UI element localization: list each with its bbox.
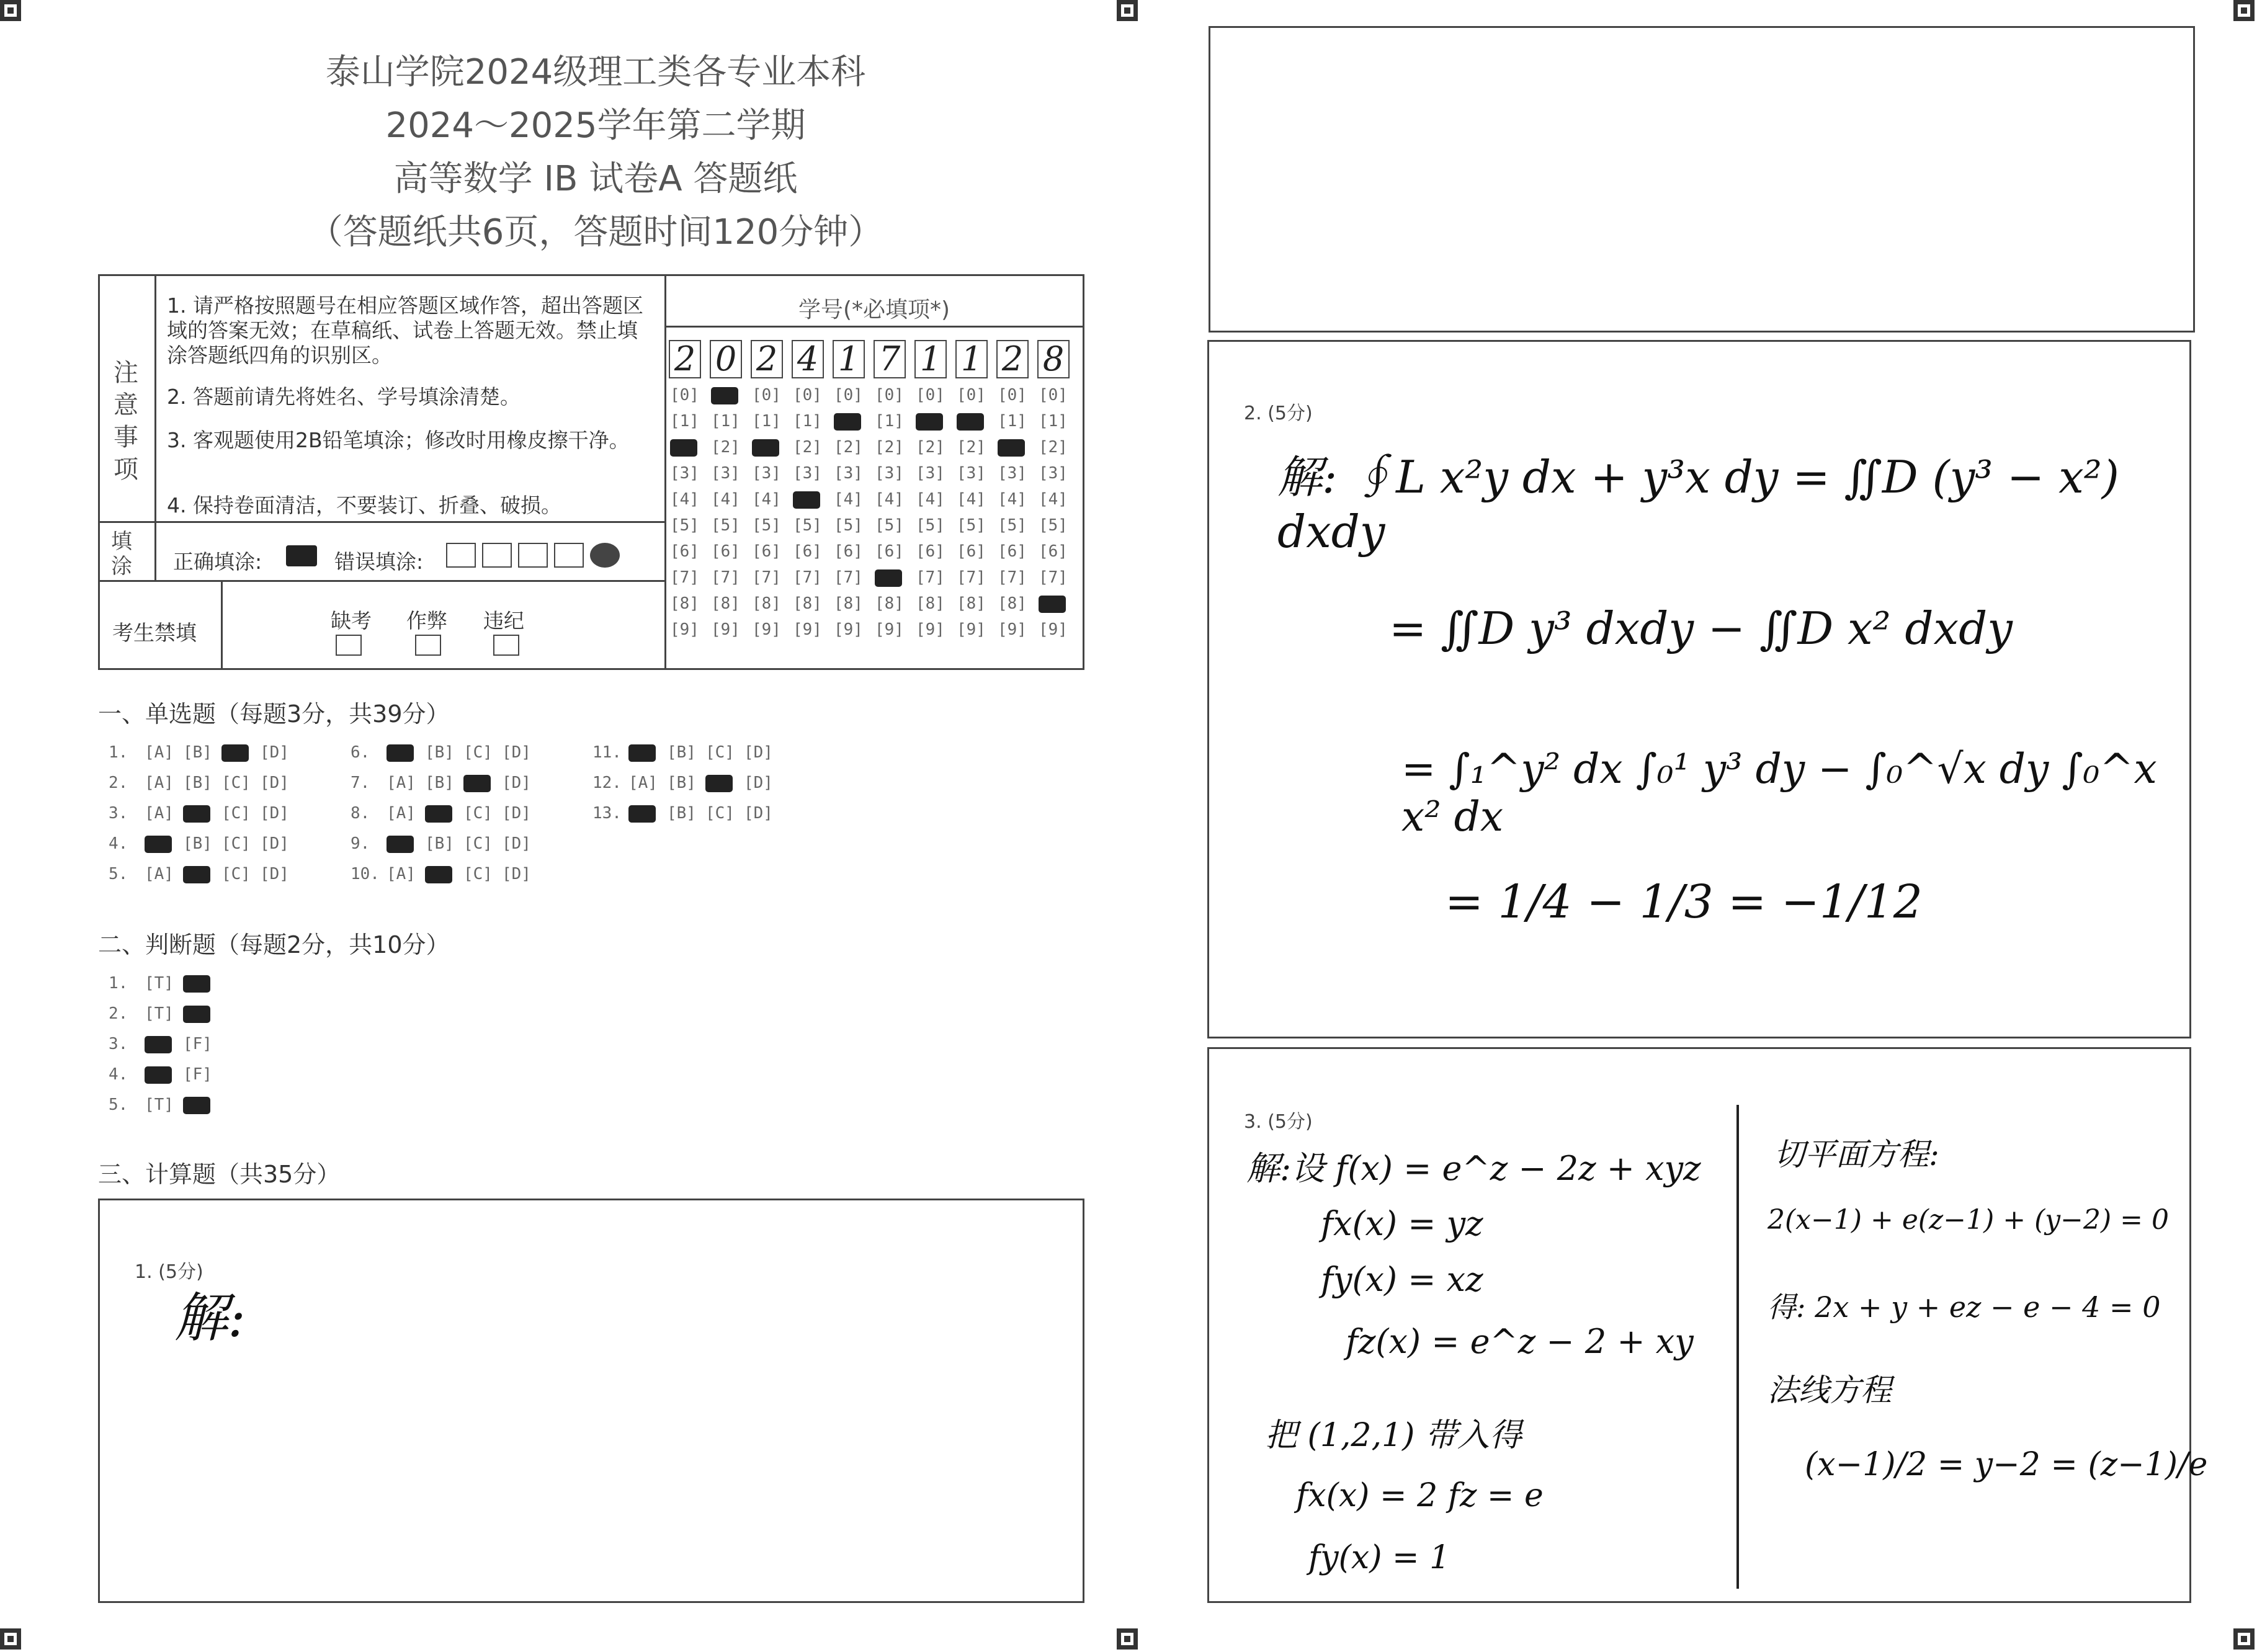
student-id-bubble[interactable]: [4] — [916, 490, 945, 509]
answer-option[interactable] — [628, 743, 667, 762]
absent-label: 缺考 — [331, 609, 372, 633]
student-id-bubble[interactable]: [2] — [875, 438, 904, 457]
answer-option[interactable]: [F] — [183, 1065, 212, 1084]
student-id-bubble[interactable]: [8] — [670, 594, 699, 613]
answer-option[interactable]: [A] — [145, 804, 174, 823]
student-id-bubble[interactable]: [4] — [670, 490, 699, 509]
student-id-bubble[interactable]: [3] — [752, 464, 781, 483]
filled-bubble-mark — [425, 805, 452, 823]
student-id-bubble[interactable]: [4] — [957, 490, 986, 509]
q2-line-4: = 1/4 − 1/3 = −1/12 — [1445, 875, 1923, 929]
wrong-fill-examples — [446, 543, 620, 570]
q3-left-line: fy(x) = 1 — [1308, 1539, 1450, 1576]
question-number: 5. — [109, 865, 128, 883]
true-false-question[interactable] — [109, 1096, 221, 1114]
filled-bubble-mark — [183, 805, 210, 823]
answer-option[interactable]: [B] — [667, 743, 696, 762]
filled-bubble-mark — [387, 744, 414, 762]
student-id-bubble[interactable] — [834, 412, 861, 431]
answer-option[interactable] — [145, 1065, 183, 1084]
student-id-bubble[interactable]: [0] — [752, 386, 781, 404]
student-id-bubble[interactable]: [7] — [711, 568, 740, 587]
student-id-bubble[interactable]: [8] — [834, 594, 863, 613]
q3-right-line: (x−1)/2 = y−2 = (z−1)/e — [1805, 1446, 2208, 1483]
student-id-bubble[interactable]: [9] — [834, 620, 863, 639]
question-number: 8. — [351, 804, 370, 823]
question-number: 3. — [109, 804, 128, 823]
single-choice-question[interactable] — [351, 865, 540, 883]
answer-option[interactable] — [183, 804, 221, 823]
true-false-question[interactable] — [109, 974, 221, 993]
student-id-bubble[interactable] — [875, 568, 902, 587]
student-id-bubble[interactable]: [7] — [793, 568, 822, 587]
filled-bubble-mark — [670, 439, 697, 457]
corner-marker-top-middle — [1117, 0, 1138, 21]
question-number: 9. — [351, 834, 370, 853]
answer-option[interactable]: [D] — [502, 865, 531, 883]
answer-option[interactable]: [T] — [145, 1004, 174, 1023]
student-id-bubble[interactable] — [916, 412, 943, 431]
student-id-bubble[interactable]: [9] — [752, 620, 781, 639]
answer-option[interactable]: [B] — [667, 774, 696, 792]
filled-bubble-mark — [711, 387, 738, 404]
question-number: 6. — [351, 743, 370, 762]
header-line-3: 高等数学 IB 试卷A 答题纸 — [393, 159, 798, 199]
student-id-bubble[interactable]: [9] — [711, 620, 740, 639]
answer-option[interactable]: [D] — [502, 743, 531, 762]
student-id-bubble[interactable]: [0] — [793, 386, 822, 404]
student-id-bubble[interactable]: [4] — [834, 490, 863, 509]
answer-option[interactable]: [A] — [628, 774, 658, 792]
student-id-bubble[interactable]: [2] — [793, 438, 822, 457]
notice-label: 注意事项 — [114, 359, 138, 484]
answer-option[interactable]: [T] — [145, 1096, 174, 1114]
fill-label: 填涂 — [111, 529, 132, 579]
student-id-bubble[interactable]: [7] — [998, 568, 1027, 587]
answer-option[interactable] — [387, 743, 425, 762]
filled-bubble-mark — [145, 1036, 172, 1053]
question-number: 1. — [109, 974, 128, 993]
answer-option[interactable] — [705, 774, 744, 792]
student-id-digit-cell[interactable]: 1 — [955, 340, 988, 378]
answer-option[interactable]: [C] — [221, 774, 251, 792]
student-id-bubble[interactable]: [0] — [875, 386, 904, 404]
student-id-bubble[interactable]: [0] — [916, 386, 945, 404]
student-id-bubble[interactable]: [6] — [834, 542, 863, 561]
filled-bubble-mark — [957, 413, 984, 431]
cheat-checkbox[interactable] — [415, 635, 441, 656]
answer-option[interactable] — [183, 974, 221, 993]
answer-option[interactable] — [221, 743, 260, 762]
student-id-bubble[interactable]: [9] — [1039, 620, 1068, 639]
header-line-1: 泰山学院2024级理工类各专业本科 — [325, 52, 866, 92]
student-id-bubble[interactable]: [4] — [875, 490, 904, 509]
filled-bubble-mark — [183, 975, 210, 993]
answer-option[interactable]: [C] — [463, 743, 493, 762]
section3-title: 三、计算题（共35分） — [98, 1161, 341, 1188]
student-id-bubble[interactable]: [7] — [834, 568, 863, 587]
student-id-bubble[interactable]: [7] — [752, 568, 781, 587]
answer-option[interactable]: [C] — [463, 804, 493, 823]
answer-option[interactable]: [B] — [425, 774, 454, 792]
answer-option[interactable]: [D] — [502, 834, 531, 853]
q3-left-line: fz(x) = e^z − 2 + xy — [1346, 1322, 1694, 1361]
single-choice-question[interactable] — [351, 743, 540, 762]
student-id-bubble[interactable]: [3] — [711, 464, 740, 483]
student-id-digit-cell[interactable]: 1 — [833, 340, 865, 378]
previous-answer-continuation-box[interactable] — [1209, 26, 2195, 333]
student-id-bubble[interactable] — [711, 386, 738, 404]
student-id-bubble[interactable]: [5] — [711, 516, 740, 535]
answer-option[interactable] — [628, 804, 667, 823]
student-id-bubble[interactable]: [4] — [752, 490, 781, 509]
answer-option[interactable]: [D] — [744, 774, 773, 792]
section1-title: 一、单选题（每题3分，共39分） — [98, 700, 450, 728]
student-id-bubble[interactable]: [6] — [670, 542, 699, 561]
filled-bubble-mark — [221, 744, 249, 762]
answer-option[interactable]: [B] — [183, 774, 212, 792]
filled-bubble-mark — [145, 836, 172, 853]
question-number: 2. — [109, 774, 128, 792]
q3-left-line: fy(x) = xz — [1321, 1260, 1483, 1299]
student-id-bubble[interactable]: [5] — [670, 516, 699, 535]
student-id-bubble[interactable]: [6] — [711, 542, 740, 561]
answer-option[interactable]: [B] — [183, 834, 212, 853]
answer-option[interactable] — [183, 865, 221, 883]
violation-label: 违纪 — [483, 609, 524, 633]
student-id-bubble[interactable] — [752, 438, 779, 457]
answer-option[interactable]: [F] — [183, 1035, 212, 1053]
student-id-digit-cell[interactable]: 2 — [669, 340, 701, 378]
q3-left-line: fx(x) = 2 fz = e — [1296, 1477, 1544, 1514]
answer-option[interactable]: [C] — [221, 865, 251, 883]
student-id-bubble[interactable]: [5] — [834, 516, 863, 535]
student-id-bubble[interactable]: [5] — [1039, 516, 1068, 535]
student-id-bubble[interactable]: [6] — [916, 542, 945, 561]
student-id-bubble[interactable]: [3] — [793, 464, 822, 483]
student-id-bubble[interactable]: [7] — [916, 568, 945, 587]
notice-item-3: 3. 客观题使用2B铅笔填涂；修改时用橡皮擦干净。 — [167, 428, 630, 452]
single-choice-question[interactable] — [592, 743, 782, 762]
notice-item-4: 4. 保持卷面清洁，不要装订、折叠、破损。 — [167, 493, 561, 517]
answer-option[interactable]: [B] — [425, 834, 454, 853]
student-id-bubble[interactable]: [9] — [998, 620, 1027, 639]
answer-option[interactable]: [C] — [463, 865, 493, 883]
student-id-bubble[interactable]: [7] — [957, 568, 986, 587]
q3-right-line: 得: 2x + y + ez − e − 4 = 0 — [1768, 1290, 2161, 1324]
student-id-bubble[interactable]: [5] — [752, 516, 781, 535]
true-false-question[interactable] — [109, 1065, 221, 1084]
exam-staff-label: 考生禁填 — [112, 621, 197, 646]
answer-option[interactable]: [D] — [260, 834, 289, 853]
filled-bubble-mark — [998, 439, 1025, 457]
question-number: 11. — [592, 743, 622, 762]
single-choice-question[interactable] — [592, 804, 782, 823]
wrong-fill-label: 错误填涂: — [334, 550, 424, 574]
filled-bubble-mark — [463, 775, 491, 792]
section2-title: 二、判断题（每题2分，共10分） — [98, 931, 450, 958]
q3-left-line: 解:设 f(x) = e^z − 2z + xyz — [1246, 1149, 1701, 1188]
student-id-bubble[interactable]: [9] — [957, 620, 986, 639]
answer-option[interactable]: [D] — [502, 804, 531, 823]
cheat-label: 作弊 — [406, 609, 447, 633]
student-id-digit-cell[interactable]: 2 — [751, 340, 783, 378]
student-id-digit-cell[interactable]: 7 — [874, 340, 906, 378]
single-choice-question[interactable] — [109, 834, 298, 853]
student-id-bubble[interactable]: [5] — [875, 516, 904, 535]
single-choice-question[interactable] — [109, 865, 298, 883]
student-id-bubble[interactable]: [1] — [711, 412, 740, 431]
student-id-bubble[interactable]: [6] — [793, 542, 822, 561]
student-id-bubble[interactable]: [5] — [793, 516, 822, 535]
filled-bubble-mark — [752, 439, 779, 457]
student-id-bubble[interactable]: [2] — [1039, 438, 1068, 457]
question-number: 1. — [109, 743, 128, 762]
answer-option[interactable]: [C] — [705, 804, 735, 823]
student-id-bubble[interactable]: [2] — [834, 438, 863, 457]
filled-bubble-mark — [425, 866, 452, 883]
answer-option[interactable] — [183, 1004, 221, 1023]
answer-option[interactable]: [C] — [463, 834, 493, 853]
student-id-bubble[interactable]: [9] — [670, 620, 699, 639]
q3-divider-line — [1736, 1105, 1739, 1589]
student-id-bubble[interactable]: [3] — [875, 464, 904, 483]
student-id-bubble[interactable] — [957, 412, 984, 431]
student-id-bubble[interactable]: [7] — [670, 568, 699, 587]
corner-marker-bottom-middle — [1117, 1628, 1138, 1650]
answer-option[interactable] — [463, 774, 502, 792]
answer-option[interactable]: [D] — [260, 774, 289, 792]
question-number: 7. — [351, 774, 370, 792]
student-id-bubble[interactable]: [6] — [752, 542, 781, 561]
student-id-bubble[interactable]: [0] — [957, 386, 986, 404]
filled-bubble-mark — [628, 805, 656, 823]
q1-answer-text: 解: — [174, 1287, 246, 1349]
header-line-2: 2024～2025学年第二学期 — [385, 105, 806, 146]
single-choice-question[interactable] — [109, 804, 298, 823]
answer-option[interactable] — [425, 804, 463, 823]
notice-item-1: 1. 请严格按照题号在相应答题区域作答，超出答题区域的答案无效；在草稿纸、试卷上答题无效。禁止填涂答题纸四角的识别区。 — [167, 293, 643, 367]
student-id-digit-cell[interactable]: 4 — [792, 340, 824, 378]
true-false-question[interactable] — [109, 1035, 221, 1053]
student-id-bubble[interactable]: [8] — [711, 594, 740, 613]
student-id-bubble[interactable]: [3] — [916, 464, 945, 483]
student-id-digit-cell[interactable]: 2 — [996, 340, 1029, 378]
student-id-digit-cell[interactable]: 0 — [710, 340, 742, 378]
student-id-bubble[interactable]: [5] — [957, 516, 986, 535]
question-number: 3. — [109, 1035, 128, 1053]
student-id-bubble[interactable] — [1039, 594, 1066, 613]
question-number: 5. — [109, 1096, 128, 1114]
student-id-bubble[interactable]: [8] — [957, 594, 986, 613]
answer-option[interactable]: [A] — [145, 865, 174, 883]
answer-option[interactable]: [D] — [744, 804, 773, 823]
filled-bubble-mark — [145, 1066, 172, 1084]
question-number: 4. — [109, 834, 128, 853]
question-number: 13. — [592, 804, 622, 823]
q3-left-line: fx(x) = yz — [1321, 1204, 1483, 1243]
answer-option[interactable]: [C] — [221, 834, 251, 853]
single-choice-question[interactable] — [109, 743, 298, 762]
student-id-bubble[interactable]: [8] — [793, 594, 822, 613]
answer-option[interactable]: [B] — [425, 743, 454, 762]
filled-bubble-mark — [387, 836, 414, 853]
student-id-bubble[interactable]: [4] — [711, 490, 740, 509]
corner-marker-top-right — [2233, 0, 2255, 21]
student-id-bubble[interactable]: [8] — [875, 594, 904, 613]
question-number: 12. — [592, 774, 622, 792]
filled-bubble-mark — [183, 1006, 210, 1023]
answer-option[interactable] — [387, 834, 425, 853]
q1-answer-box[interactable] — [98, 1199, 1084, 1603]
answer-option[interactable]: [C] — [221, 804, 251, 823]
answer-option[interactable]: [D] — [502, 774, 531, 792]
notice-item-2: 2. 答题前请先将姓名、学号填涂清楚。 — [167, 385, 521, 409]
single-choice-question[interactable] — [351, 774, 540, 792]
answer-option[interactable]: [C] — [705, 743, 735, 762]
answer-option[interactable]: [A] — [145, 774, 174, 792]
q3-right-line: 法线方程 — [1768, 1372, 1892, 1408]
student-id-bubble[interactable]: [1] — [793, 412, 822, 431]
answer-option[interactable]: [D] — [744, 743, 773, 762]
student-id-bubble[interactable]: [2] — [957, 438, 986, 457]
filled-bubble-mark — [916, 413, 943, 431]
header-line-4: （答题纸共6页，答题时间120分钟） — [308, 212, 883, 252]
q2-label: 2. (5分) — [1244, 403, 1313, 424]
student-id-bubble[interactable]: [2] — [916, 438, 945, 457]
filled-bubble-mark — [705, 775, 733, 792]
student-id-bubble[interactable]: [9] — [916, 620, 945, 639]
answer-option[interactable] — [183, 1096, 221, 1114]
single-choice-question[interactable] — [351, 804, 540, 823]
filled-bubble-mark — [183, 866, 210, 883]
filled-bubble-mark — [793, 491, 820, 509]
student-id-bubble[interactable]: [5] — [916, 516, 945, 535]
answer-option[interactable] — [425, 865, 463, 883]
student-id-bubble[interactable]: [3] — [670, 464, 699, 483]
question-number: 4. — [109, 1065, 128, 1084]
student-id-digit-cell[interactable]: 8 — [1037, 340, 1070, 378]
student-id-bubble[interactable]: [1] — [752, 412, 781, 431]
q3-label: 3. (5分) — [1244, 1111, 1313, 1133]
q3-answer-box[interactable] — [1207, 1047, 2208, 1603]
student-id-bubble[interactable]: [1] — [1039, 412, 1068, 431]
student-id-bubble[interactable]: [0] — [1039, 386, 1068, 404]
answer-option[interactable]: [A] — [145, 743, 174, 762]
student-id-bubble[interactable]: [9] — [793, 620, 822, 639]
answer-option[interactable]: [D] — [260, 804, 289, 823]
student-id-bubble[interactable] — [793, 490, 820, 509]
answer-option[interactable]: [T] — [145, 974, 174, 993]
student-id-bubble[interactable]: [6] — [998, 542, 1027, 561]
corner-marker-bottom-left — [0, 1628, 21, 1650]
student-id-bubble[interactable]: [4] — [1039, 490, 1068, 509]
student-id-bubble[interactable]: [1] — [670, 412, 699, 431]
student-id-bubble[interactable]: [8] — [998, 594, 1027, 613]
answer-option[interactable]: [D] — [260, 865, 289, 883]
student-id-digit-cell[interactable]: 1 — [914, 340, 947, 378]
student-id-bubble[interactable]: [1] — [998, 412, 1027, 431]
filled-bubble-mark — [628, 744, 656, 762]
q3-right-line: 切平面方程: — [1774, 1136, 1939, 1172]
q3-right-line: 2(x−1) + e(z−1) + (y−2) = 0 — [1768, 1204, 2169, 1236]
answer-option[interactable] — [145, 1035, 183, 1053]
answer-option[interactable] — [145, 834, 183, 853]
student-id-title: 学号(*必填项*) — [798, 297, 950, 323]
student-id-bubble[interactable]: [5] — [998, 516, 1027, 535]
violation-checkbox[interactable] — [493, 635, 519, 656]
student-id-bubble[interactable]: [3] — [998, 464, 1027, 483]
student-id-bubble[interactable] — [998, 438, 1025, 457]
student-id-bubble[interactable]: [4] — [998, 490, 1027, 509]
student-id-bubble[interactable]: [8] — [752, 594, 781, 613]
student-id-bubble[interactable] — [670, 438, 697, 457]
q2-line-1: 解: ∮L x²y dx + y³x dy = ∬D (y³ − x²) dxdy — [1277, 451, 2119, 558]
answer-option[interactable]: [A] — [387, 804, 416, 823]
corner-marker-top-left — [0, 0, 21, 21]
student-id-bubble[interactable]: [3] — [834, 464, 863, 483]
filled-bubble-mark — [1039, 596, 1066, 613]
student-id-bubble[interactable]: [3] — [1039, 464, 1068, 483]
answer-option[interactable]: [B] — [183, 743, 212, 762]
true-false-question[interactable] — [109, 1004, 221, 1023]
student-id-bubble[interactable]: [3] — [957, 464, 986, 483]
student-id-bubble[interactable]: [2] — [711, 438, 740, 457]
student-id-bubble[interactable]: [1] — [875, 412, 904, 431]
correct-fill-label: 正确填涂: — [173, 550, 262, 574]
student-id-bubble[interactable]: [9] — [875, 620, 904, 639]
question-number: 2. — [109, 1004, 128, 1023]
answer-option[interactable]: [B] — [667, 804, 696, 823]
student-id-bubble[interactable]: [8] — [916, 594, 945, 613]
correct-fill-example — [286, 545, 317, 566]
single-choice-question[interactable] — [109, 774, 298, 792]
filled-bubble-mark — [875, 569, 902, 587]
single-choice-question[interactable] — [592, 774, 782, 792]
filled-bubble-mark — [183, 1097, 210, 1114]
student-id-bubble[interactable]: [7] — [1039, 568, 1068, 587]
question-number: 10. — [351, 865, 380, 883]
q2-line-2: = ∬D y³ dxdy − ∬D x² dxdy — [1389, 602, 2013, 654]
q1-label: 1. (5分) — [135, 1261, 203, 1283]
q2-answer-box[interactable] — [1207, 340, 2191, 1038]
student-id-bubble[interactable]: [6] — [875, 542, 904, 561]
filled-bubble-mark — [834, 413, 861, 431]
answer-option[interactable]: [A] — [387, 865, 416, 883]
student-id-bubble[interactable]: [0] — [670, 386, 699, 404]
student-id-bubble[interactable]: [6] — [1039, 542, 1068, 561]
answer-option[interactable]: [A] — [387, 774, 416, 792]
absent-checkbox[interactable] — [336, 635, 362, 656]
answer-option[interactable]: [D] — [260, 743, 289, 762]
corner-marker-bottom-right — [2233, 1628, 2255, 1650]
q2-line-3: = ∫₁^y² dx ∫₀¹ y³ dy − ∫₀^√x dy ∫₀^x x² dx — [1401, 745, 2157, 841]
single-choice-question[interactable] — [351, 834, 540, 853]
student-id-bubble[interactable]: [6] — [957, 542, 986, 561]
student-id-bubble[interactable]: [0] — [834, 386, 863, 404]
student-id-bubble[interactable]: [0] — [998, 386, 1027, 404]
q3-left-line: 把 (1,2,1) 带入得 — [1265, 1417, 1522, 1454]
